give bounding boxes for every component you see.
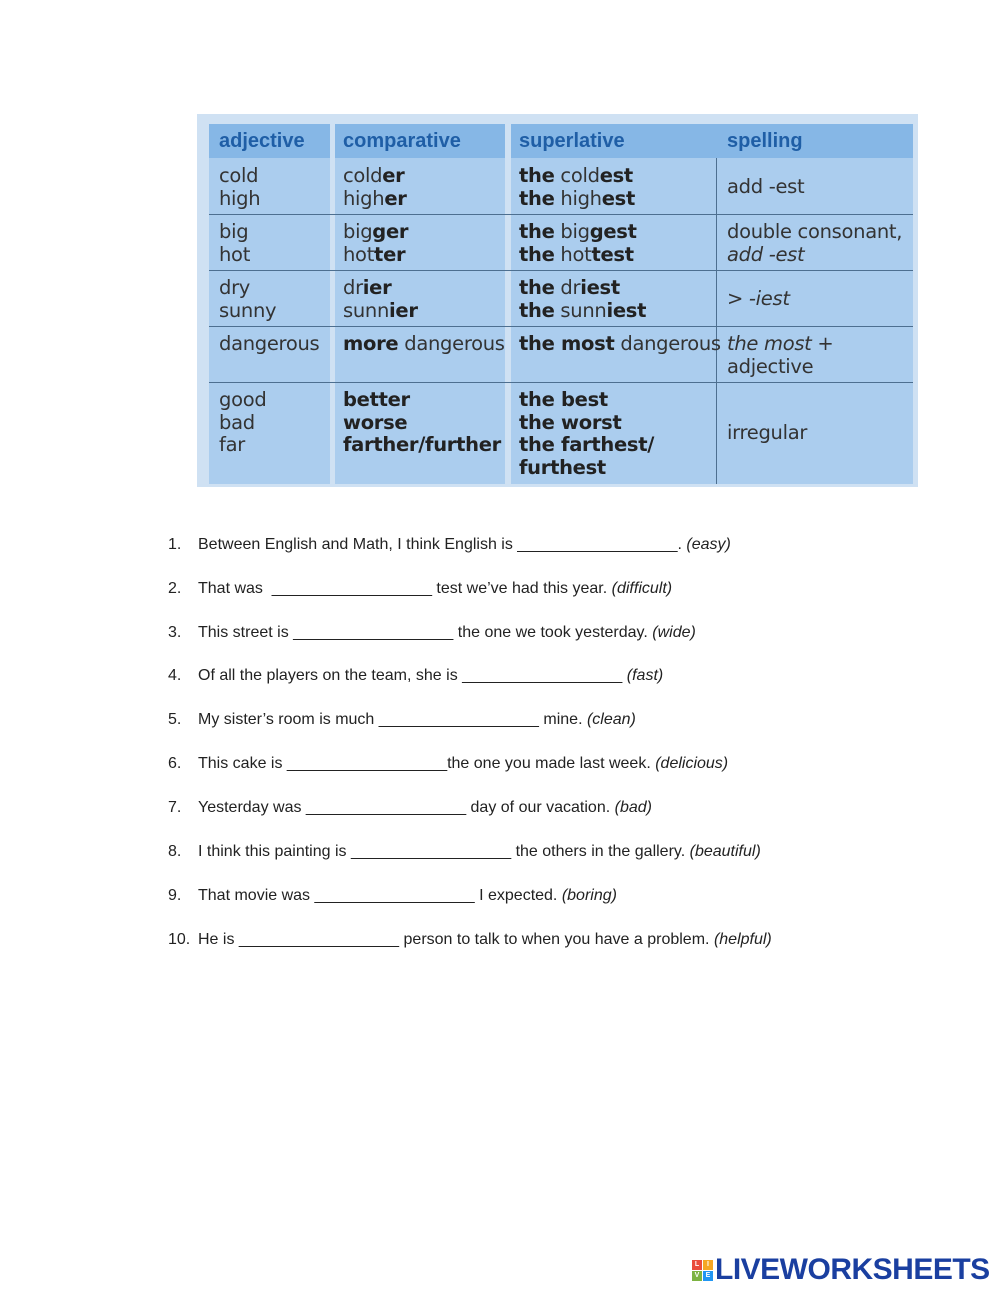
adjective-word: good <box>219 388 267 411</box>
exercise-number: 1. <box>168 536 182 553</box>
logo-badge-icon: L I V E <box>692 1260 713 1281</box>
superlative-word: the highest <box>519 186 636 210</box>
adjective-word: hot <box>219 242 251 266</box>
row-1-spelling: add -est <box>727 175 805 198</box>
exercise-hint: (difficult) <box>611 580 673 597</box>
comparative-word: more dangerous <box>343 332 505 355</box>
superlative-word: the driest <box>519 276 620 299</box>
comparative-word: farther/further <box>343 433 501 456</box>
superlative-word: the worst <box>519 410 622 434</box>
exercise-hint: (delicious) <box>655 755 729 772</box>
liveworksheets-logo[interactable] <box>692 1254 990 1286</box>
adjective-word: dangerous <box>219 332 320 355</box>
exercise-text: I think this painting is __________________ the others in the gallery. <box>198 843 686 860</box>
exercise-number: 8. <box>168 843 182 860</box>
exercise-item <box>168 887 617 905</box>
row-3-superlatives <box>519 277 646 322</box>
exercise-item <box>168 667 663 685</box>
superlative-word: the coldest <box>519 164 633 187</box>
exercise-hint: (boring) <box>561 887 617 904</box>
exercise-number: 3. <box>168 624 182 641</box>
comparative-word: colder <box>343 164 405 187</box>
row-3-comparatives <box>343 277 418 322</box>
exercise-number: 9. <box>168 887 182 904</box>
exercise-text: Of all the players on the team, she is __________________ <box>198 667 623 684</box>
comparative-word: sunnier <box>343 298 418 322</box>
row-5-adjectives <box>219 389 266 457</box>
superlative-word: the sunniest <box>519 298 647 322</box>
row-1-adjectives <box>219 165 260 210</box>
adjective-word: dry <box>219 276 251 299</box>
exercise-text: My sister’s room is much __________________ mine. <box>198 711 583 728</box>
row-divider <box>209 270 913 271</box>
comparative-word: better <box>343 388 410 411</box>
row-4-adjective <box>219 333 319 356</box>
exercise-number: 2. <box>168 580 182 597</box>
row-4-spelling: the most + adjective <box>727 332 834 378</box>
exercise-text: This street is __________________ the one we took yesterday. <box>198 624 648 641</box>
exercise-number: 10. <box>168 931 191 948</box>
exercise-hint: (helpful) <box>713 931 772 948</box>
row-2-spelling: double consonant, add -est <box>727 220 903 266</box>
comparative-word: worse <box>343 410 408 434</box>
exercise-item <box>168 711 636 729</box>
row-divider <box>209 326 913 327</box>
exercise-hint: (beautiful) <box>689 843 761 860</box>
row-5-comparatives <box>343 389 501 457</box>
header-superlative: superlative <box>519 130 625 152</box>
adjective-word: big <box>219 220 249 243</box>
exercise-hint: (fast) <box>626 667 664 684</box>
header-spelling: spelling <box>727 130 803 152</box>
adjective-word: far <box>219 433 245 456</box>
adjective-word: sunny <box>219 298 277 322</box>
adjective-word: high <box>219 186 261 210</box>
exercise-text: That movie was __________________ I expected. <box>198 887 558 904</box>
exercise-hint: (easy) <box>686 536 731 553</box>
adjective-word: cold <box>219 164 259 187</box>
comparative-word: higher <box>343 186 407 210</box>
exercise-text: Yesterday was __________________ day of our vacation. <box>198 799 611 816</box>
exercise-text: Between English and Math, I think English is __________________. <box>198 536 682 553</box>
superlative-word: the hottest <box>519 242 634 266</box>
exercise-item <box>168 536 731 554</box>
row-5-spelling: irregular <box>727 421 808 444</box>
superlative-word: the best <box>519 388 608 411</box>
adjective-word: bad <box>219 410 255 434</box>
comparative-word: drier <box>343 276 392 299</box>
spelling-divider <box>716 158 717 484</box>
exercise-item <box>168 843 761 861</box>
exercise-number: 7. <box>168 799 182 816</box>
row-3-adjectives <box>219 277 276 322</box>
row-5-superlatives <box>519 389 654 479</box>
exercise-number: 4. <box>168 667 182 684</box>
exercise-item <box>168 624 696 642</box>
exercise-number: 6. <box>168 755 182 772</box>
comparative-word: bigger <box>343 220 409 243</box>
row-2-comparatives <box>343 221 408 266</box>
exercise-text: That was __________________ test we’ve had this year. <box>198 580 608 597</box>
exercise-item <box>168 755 728 773</box>
header-comparative: comparative <box>343 130 461 152</box>
row-3-spelling: > -iest <box>727 287 790 310</box>
exercise-hint: (wide) <box>652 624 696 641</box>
row-divider <box>209 214 913 215</box>
row-1-superlatives <box>519 165 635 210</box>
row-4-comparative <box>343 333 505 356</box>
row-1-comparatives <box>343 165 407 210</box>
exercise-number: 5. <box>168 711 182 728</box>
exercise-item <box>168 580 672 598</box>
exercise-item <box>168 931 772 949</box>
exercise-item <box>168 799 652 817</box>
row-4-superlative <box>519 333 721 356</box>
superlative-word: the most dangerous <box>519 332 721 355</box>
row-divider <box>209 382 913 383</box>
grammar-table <box>197 114 918 487</box>
superlative-word: the farthest/ <box>519 433 655 456</box>
exercise-hint: (bad) <box>614 799 652 816</box>
superlative-word: furthest <box>519 455 606 479</box>
exercise-text: This cake is __________________the one you made last week. <box>198 755 651 772</box>
header-adjective: adjective <box>219 130 305 152</box>
exercise-text: He is __________________ person to talk to when you have a problem. <box>198 931 710 948</box>
comparative-word: hotter <box>343 242 406 266</box>
row-2-superlatives <box>519 221 637 266</box>
row-2-adjectives <box>219 221 250 266</box>
superlative-word: the biggest <box>519 220 637 243</box>
exercise-hint: (clean) <box>586 711 636 728</box>
logo-text: LIVEWORKSHEETS <box>715 1253 990 1286</box>
